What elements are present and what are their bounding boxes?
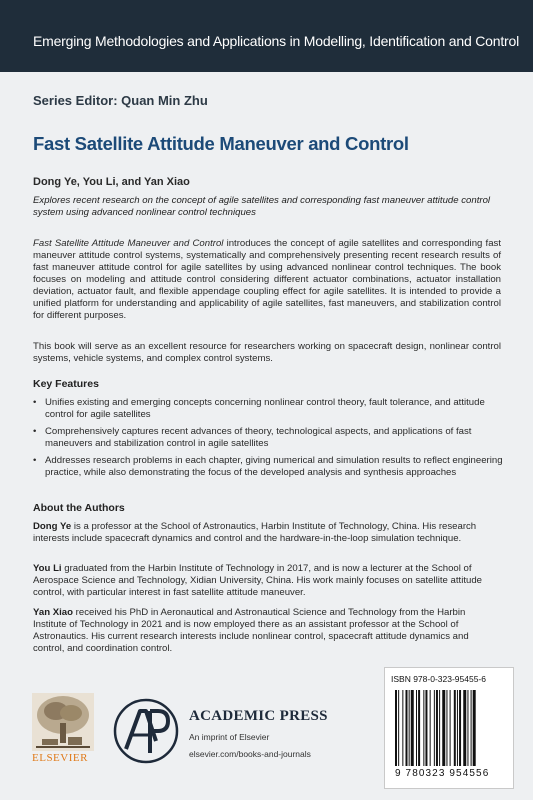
book-tagline: Explores recent research on the concept of agile satellites and corresponding fast maneuver attitude control system using advanced nonlinear control techniques: [33, 195, 491, 218]
list-item: [33, 426, 503, 450]
book-authors: Dong Ye, You Li, and Yan Xiao: [33, 176, 190, 188]
academic-press-logo: [112, 697, 180, 765]
isbn-barcode-box: [384, 667, 514, 789]
author-bio-dong-ye: [33, 521, 501, 545]
bullet-icon: •: [33, 455, 37, 466]
publisher-url: elsevier.com/books-and-journals: [189, 749, 311, 759]
key-features-list: [33, 397, 503, 484]
barcode-bar: [436, 690, 438, 766]
imprint-text: An imprint of Elsevier: [189, 732, 270, 742]
barcode-bar: [409, 690, 410, 766]
academic-press-name: ACADEMIC PRESS: [189, 708, 328, 724]
description-text: introduces the concept of agile satellites and corresponding fast maneuver attitude control systems, systematically and comprehensively presenting recent research results of fast maneuver attitude control for agile satellites by using advanced nonlinear control techniques. The book focuses on modeling and attitude control considering different actuator combinations, actuator installation deviation, actuator fault, and flexible appendage coupling effect for agile satellites. It is intended to provide a unified platform for understanding and applicability of agile satellites, fast maneuvers, and stabilization control for different purposes.: [33, 238, 501, 321]
author-name: Dong Ye: [33, 521, 72, 532]
barcode-bar: [418, 690, 420, 766]
barcode-bar: [402, 690, 403, 766]
author-bio-yan-xiao: [33, 607, 501, 655]
elsevier-wordmark: ELSEVIER: [32, 752, 88, 764]
barcode-bar: [442, 690, 445, 766]
list-item-text: Unifies existing and emerging concepts concerning nonlinear control theory, fault tolerance, and attitude control for agile satellites: [45, 397, 485, 420]
barcode-bar: [423, 690, 424, 766]
book-title: Fast Satellite Attitude Maneuver and Control: [33, 133, 409, 154]
barcode-bar: [473, 690, 476, 766]
isbn-label: ISBN 978-0-323-95455-6: [391, 674, 486, 684]
barcode-bar: [439, 690, 440, 766]
author-bio-you-li: [33, 563, 501, 599]
series-header-band: [0, 0, 533, 72]
series-title: Emerging Methodologies and Applications in Modelling, Identification and Control: [33, 33, 519, 49]
barcode-bar: [446, 690, 447, 766]
barcode-bar: [459, 690, 461, 766]
author-name: Yan Xiao: [33, 607, 73, 618]
author-bio-text: graduated from the Harbin Institute of Technology in 2017, and is now a lecturer at the School of Aerospace Science and Technology, Xidian University, China. His work mainly focuses on satellite attitude control, with particular interest in fast satellite attitude maneuver.: [33, 563, 483, 598]
list-item-text: Comprehensively captures recent advances of theory, technological aspects, and applications of fast maneuvers and stabilization control in agile satellites: [45, 426, 472, 449]
barcode-bar: [457, 690, 458, 766]
author-bio-text: is a professor at the School of Astronautics, Harbin Institute of Technology, China. His research interests include spacecraft dynamics and control and the hardware-in-the-loop simulation technique.: [33, 521, 477, 544]
author-bio-text: received his PhD in Aeronautical and Astronautical Science and Technology from the Harbin Institute of Technology in 2021 and is now employed there as an assistant professor at the School of Astronautics. His current research interests include nonlinear control, spacecraft attitude dynamics and control, and coordination control.: [33, 607, 469, 654]
list-item-text: Addresses research problems in each chapter, giving numerical and simulation results to reflect engineering practice, while also demonstrating the focus of the developed analysis and synthesis approaches: [45, 455, 503, 478]
key-features-heading: Key Features: [33, 378, 99, 390]
list-item: [33, 397, 503, 421]
barcode-bar: [430, 690, 431, 766]
barcode-bar: [434, 690, 435, 766]
barcode-number: 9 780323 954556: [395, 768, 490, 779]
bullet-icon: •: [33, 397, 37, 408]
barcode-icon: [395, 690, 503, 766]
barcode-bar: [398, 690, 399, 766]
barcode-bar: [467, 690, 468, 766]
barcode-bar: [395, 690, 397, 766]
barcode-bar: [416, 690, 417, 766]
barcode-bar: [425, 690, 427, 766]
series-editor: Series Editor: Quan Min Zhu: [33, 93, 208, 108]
barcode-bar: [463, 690, 466, 766]
description-book-title: Fast Satellite Attitude Maneuver and Control: [33, 238, 224, 249]
description-paragraph-2: This book will serve as an excellent resource for researchers working on spacecraft design, nonlinear control systems, vehicle systems, and complex control systems.: [33, 341, 501, 364]
bullet-icon: •: [33, 426, 37, 437]
barcode-bar: [406, 690, 408, 766]
description-paragraph-1: [33, 238, 501, 322]
about-authors-heading: About the Authors: [33, 502, 125, 514]
barcode-bar: [471, 690, 472, 766]
barcode-bar: [450, 690, 451, 766]
barcode-bar: [411, 690, 414, 766]
barcode-bar: [454, 690, 456, 766]
author-name: You Li: [33, 563, 62, 574]
list-item: [33, 455, 503, 479]
elsevier-tree-logo: [32, 693, 94, 751]
